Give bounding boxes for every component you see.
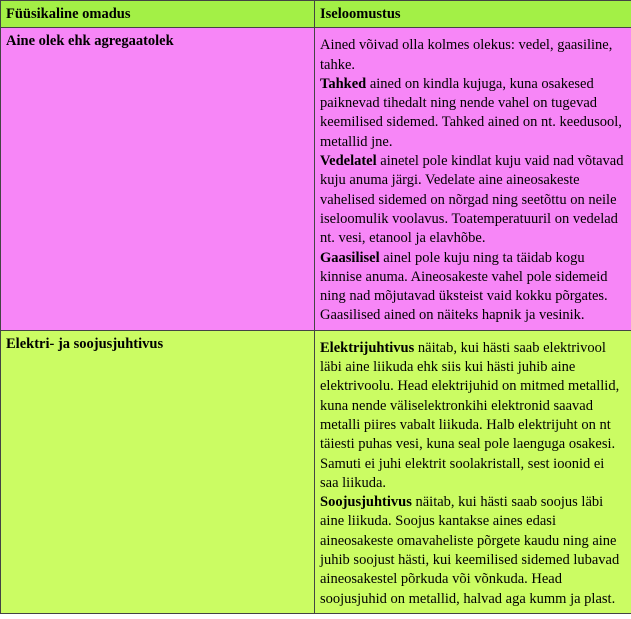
- property-cell: Elektri- ja soojusjuhtivus: [1, 330, 315, 613]
- header-property: Füüsikaline omadus: [1, 1, 315, 28]
- paragraph-text: Ained võivad olla kolmes olekus: vedel, gaasiline, tahke.: [320, 37, 613, 73]
- description-cell: [315, 330, 631, 613]
- header-description: Iseloomustus: [315, 1, 631, 28]
- description-paragraph: [320, 493, 626, 609]
- description-paragraph: [320, 36, 626, 75]
- description-paragraph: [320, 339, 626, 493]
- paragraph-text: ained on kindla kujuga, kuna osakesed paiknevad tihedalt ning nende vahel on tugevad keemilised sidemed. Tahked ained on nt. keedusool, metallid jne.: [320, 75, 622, 150]
- paragraph-text: näitab, kui hästi saab soojus läbi aine liikuda. Soojus kantakse aines edasi aineosakeste omavaheliste põrgete kaudu ning aine juhib soojust hästi, kui keemilised sidemed lubavad aineosakestel põrkuda või võnkuda. Head soojusjuhid on metallid, halvad aga kumm ja plast.: [320, 494, 620, 607]
- description-cell: [315, 28, 631, 330]
- table-row: [1, 28, 631, 330]
- term-bold: Gaasilisel: [320, 249, 380, 266]
- description-paragraph: [320, 152, 626, 248]
- term-bold: Vedelatel: [320, 153, 377, 170]
- term-bold: Elektrijuhtivus: [320, 339, 415, 356]
- paragraph-text: ainetel pole kindlat kuju vaid nad võtavad kuju anuma järgi. Vedelate aine aineosakeste vahelised sidemed on nõrgad ning seetõttu on neile iseloomulik voolavus. Toatemperatuuril on vedelad nt. vesi, etanool ja elavhõbe.: [320, 153, 624, 247]
- property-cell: Aine olek ehk agregaatolek: [1, 28, 315, 330]
- term-bold: Tahked: [320, 75, 367, 92]
- table-row: [1, 330, 631, 613]
- paragraph-text: ainel pole kuju ning ta täidab kogu kinnise anuma. Aineosakeste vahel pole sidemeid ning nad mõjutavad üksteist vaid kokku põrgates. Gaasilised ained on näiteks hapnik ja vesinik.: [320, 249, 608, 324]
- paragraph-text: näitab, kui hästi saab elektrivool läbi aine liikuda ehk siis kui hästi juhib aine elektrivoolu. Head elektrijuhid on mitmed metallid, kuna nende väliselektronkihi elektronid saavad metalli piires vabalt liikuda. Halb elektrijuht on nt täiesti puhas vesi, kuna seal pole laenguga osakesi. Samuti ei juhi elektrit soolakristall, sest ioonid ei saa liikuda.: [320, 339, 620, 491]
- term-bold: Soojusjuhtivus: [320, 494, 412, 511]
- table-header-row: [1, 1, 631, 28]
- description-paragraph: [320, 249, 626, 326]
- description-paragraph: [320, 75, 626, 152]
